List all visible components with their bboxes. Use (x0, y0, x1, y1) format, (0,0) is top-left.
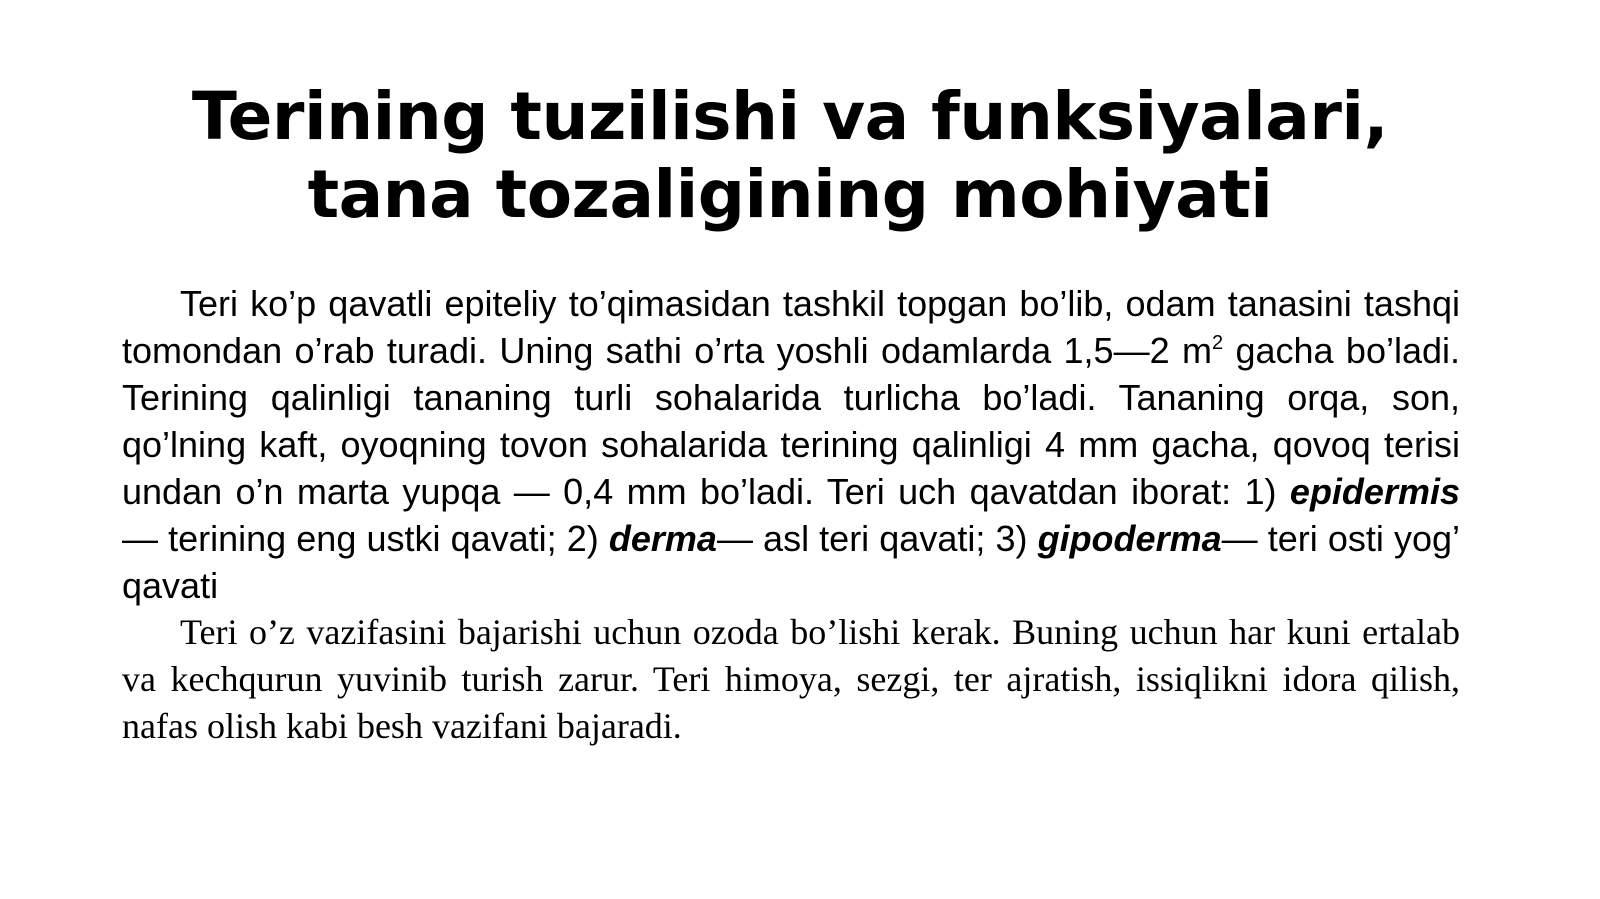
slide-title (120, 78, 1460, 234)
title-line-1: Terining tuzilishi va funksiyalari, (191, 78, 1389, 155)
paragraph-skin-structure (122, 280, 1460, 609)
slide-body (122, 280, 1460, 750)
superscript-squared: 2 (1211, 332, 1224, 354)
title-line-2: tana tozaligining mohiyati (307, 156, 1273, 233)
term-epidermis: epidermis (1289, 471, 1460, 512)
paragraph1-text-c: — terining eng ustki qavati; 2) (122, 518, 609, 559)
paragraph-skin-hygiene: Teri o’z vazifasini bajarishi uchun ozoda bo’lishi kerak. Buning uchun har kuni ertalab va kechqurun yuvinib turish zarur. Teri himoya, sezgi, ter ajratish, issiqlikni idora qilish, nafas olish kabi besh vazifani bajaradi. (122, 612, 1460, 746)
paragraph1-text-a: Teri ko’p qavatli epiteliy to’qimasidan tashkil topgan bo’lib, odam tanasini tashqi tomondan o’rab turadi. Uning sathi o’rta yoshli odamlarda 1,5—2 m (122, 283, 1460, 371)
paragraph1-text-d: — asl teri qavati; 3) (716, 518, 1038, 559)
term-gipoderma: gipoderma (1037, 518, 1222, 559)
term-derma: derma (608, 518, 717, 559)
paragraph1-text-b: gacha bo’ladi. Terining qalinligi tananing turli sohalarida turlicha bo’ladi. Tananing orqa, son, qo’lning kaft, oyoqning tovon sohalarida terining qalinligi 4 mm gacha, qovoq terisi undan o’n marta yupqa — 0,4 mm bo’ladi. Teri uch qavatdan iborat: 1) (122, 330, 1460, 512)
paragraph1-text-e: — teri osti yog’ qavati (122, 518, 1460, 606)
